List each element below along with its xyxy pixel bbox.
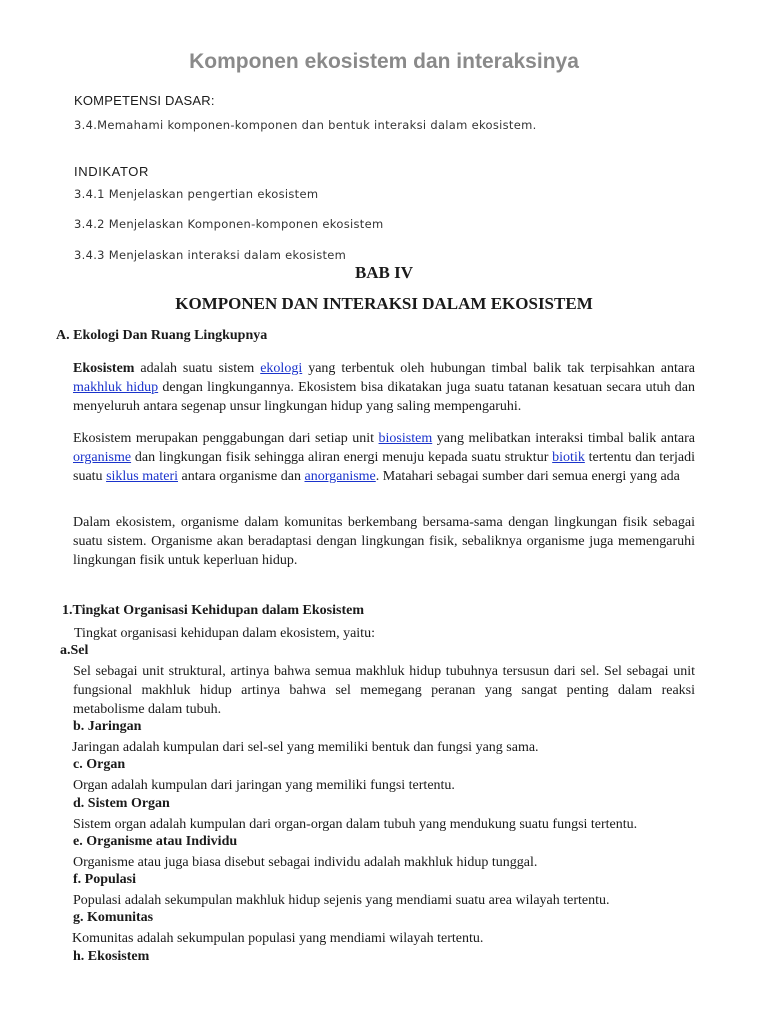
paragraph-2 — [73, 429, 695, 486]
indikator-label: INDIKATOR — [74, 164, 149, 179]
text: tertentu dan terjadi suatu — [73, 450, 695, 484]
kompetensi-label: KOMPETENSI DASAR: — [74, 93, 215, 108]
level-c-heading: c. Organ — [73, 757, 126, 772]
indikator-item-1: 3.4.1 Menjelaskan pengertian ekosistem — [74, 187, 319, 201]
level-g-text: Komunitas adalah sekumpulan populasi yang mendiami wilayah tertentu. — [72, 931, 484, 946]
level-f-heading: f. Populasi — [73, 872, 137, 887]
text: dan lingkungan fisik sehingga aliran energi menuju kepada suatu struktur — [131, 450, 553, 465]
page-title: Komponen ekosistem dan interaksinya — [189, 50, 579, 73]
text: yang melibatkan interaksi timbal balik antara — [432, 431, 695, 446]
link-siklus-materi[interactable]: siklus materi — [106, 469, 178, 484]
paragraph-3: Dalam ekosistem, organisme dalam komunitas berkembang bersama-sama dengan lingkungan fisik sebagai suatu sistem. Organisme akan beradaptasi dengan lingkungan fisik, sebaliknya organisme juga memengaruhi lingkungan fisik untuk keperluan hidup. — [73, 515, 695, 568]
chapter-title: KOMPONEN DAN INTERAKSI DALAM EKOSISTEM — [175, 294, 593, 313]
level-f-text: Populasi adalah sekumpulan makhluk hidup sejenis yang mendiami suatu area wilayah tertentu. — [73, 893, 610, 908]
level-a-text: Sel sebagai unit struktural, artinya bahwa semua makhluk hidup tubuhnya tersusun dari sel. Sel sebagai unit fungsional makhluk hidup artinya bahwa sel memegang peranan yang sangat penting dalam reaksi metabolisme dalam tubuh. — [73, 664, 695, 717]
level-g-heading: g. Komunitas — [73, 910, 154, 925]
level-d-heading: d. Sistem Organ — [73, 796, 170, 811]
link-makhluk-hidup[interactable]: makhluk hidup — [73, 380, 159, 395]
level-e-heading: e. Organisme atau Individu — [73, 834, 238, 849]
link-anorganisme[interactable]: anorganisme — [304, 469, 376, 484]
indikator-item-3: 3.4.3 Menjelaskan interaksi dalam ekosistem — [74, 248, 347, 262]
level-h-heading: h. Ekosistem — [73, 949, 150, 964]
link-biosistem[interactable]: biosistem — [378, 431, 433, 446]
link-biotik[interactable]: biotik — [552, 450, 585, 465]
level-b-text: Jaringan adalah kumpulan dari sel-sel yang memiliki bentuk dan fungsi yang sama. — [72, 740, 539, 755]
link-ekologi[interactable]: ekologi — [260, 361, 303, 376]
term-ekosistem: Ekosistem — [73, 361, 135, 376]
levels-heading: 1.Tingkat Organisasi Kehidupan dalam Ekosistem — [62, 603, 364, 618]
level-a-heading: a.Sel — [60, 643, 89, 658]
level-b-heading: b. Jaringan — [73, 719, 142, 734]
level-e-text: Organisme atau juga biasa disebut sebagai individu adalah makhluk hidup tunggal. — [73, 855, 538, 870]
paragraph-1 — [73, 359, 695, 416]
level-d-text: Sistem organ adalah kumpulan dari organ-organ dalam tubuh yang mendukung suatu fungsi tertentu. — [73, 817, 638, 832]
text: antara organisme dan — [178, 469, 305, 484]
link-organisme[interactable]: organisme — [73, 450, 132, 465]
kompetensi-item: 3.4.Memahami komponen-komponen dan bentuk interaksi dalam ekosistem. — [74, 118, 537, 132]
text: Ekosistem merupakan penggabungan dari setiap unit — [73, 431, 379, 446]
text: adalah suatu sistem — [134, 361, 261, 376]
text: dengan lingkungannya. Ekosistem bisa dikatakan juga suatu tatanan kesatuan secara utuh dan menyeluruh antara segenap unsur lingkungan hidup yang saling mempengaruhi. — [73, 380, 695, 414]
indikator-item-2: 3.4.2 Menjelaskan Komponen-komponen ekosistem — [74, 217, 384, 231]
text: . Matahari sebagai sumber dari semua energi yang ada — [375, 469, 680, 484]
level-c-text: Organ adalah kumpulan dari jaringan yang memiliki fungsi tertentu. — [73, 778, 455, 793]
text: yang terbentuk oleh hubungan timbal balik tak terpisahkan antara — [302, 361, 695, 376]
levels-intro: Tingkat organisasi kehidupan dalam ekosistem, yaitu: — [74, 626, 375, 641]
chapter-number: BAB IV — [354, 263, 414, 282]
section-heading: A. Ekologi Dan Ruang Lingkupnya — [56, 328, 268, 343]
